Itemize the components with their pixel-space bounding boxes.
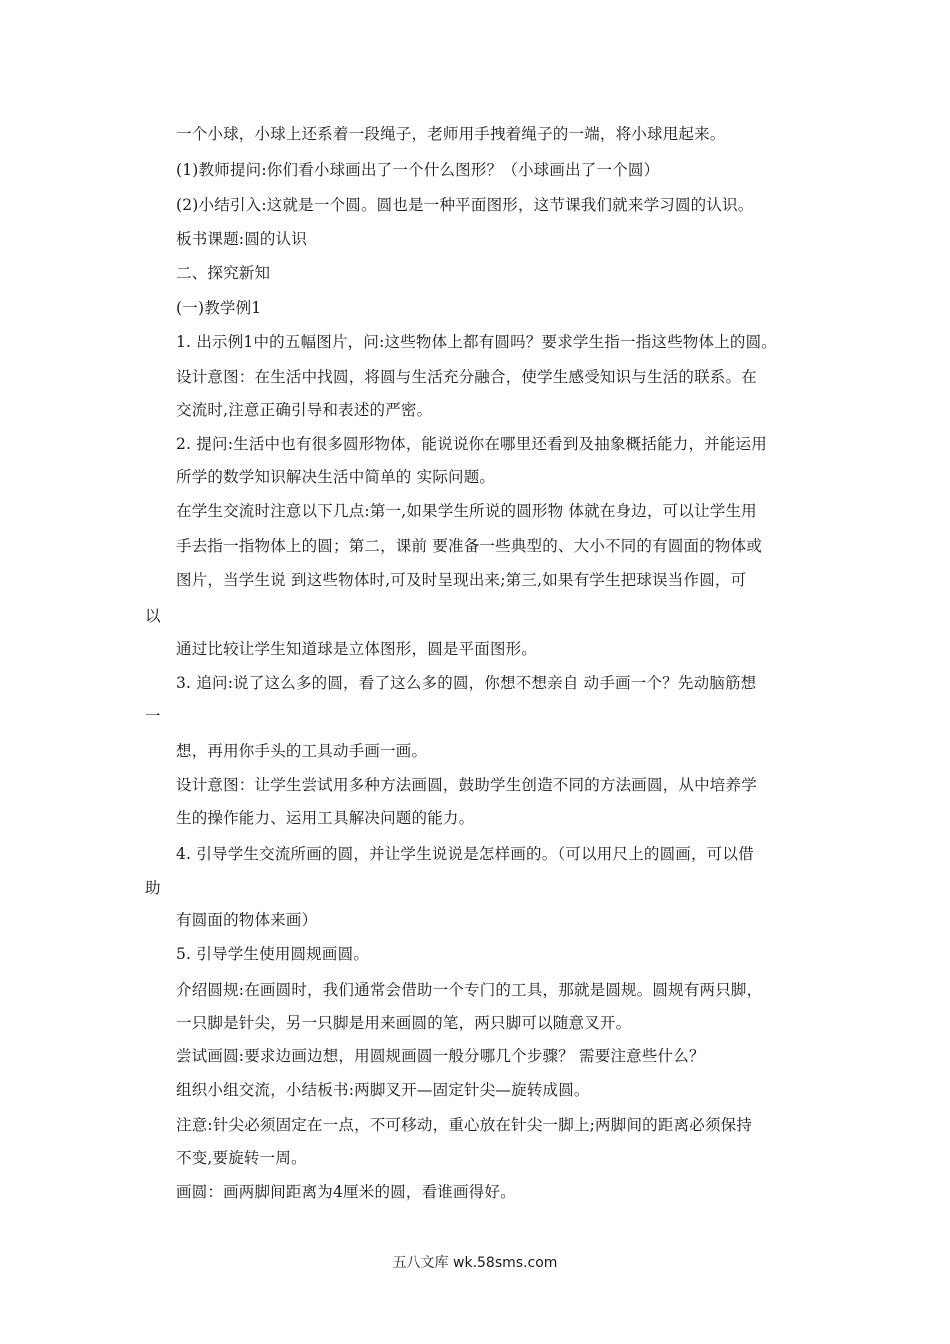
footer-watermark: 五八文库 wk.58sms.com xyxy=(392,1255,558,1271)
paragraph-line-wrap: 助 xyxy=(145,879,161,897)
paragraph-line: 注意:针尖必须固定在一点，不可移动，重心放在针尖一脚上;两脚间的距离必须保持 xyxy=(176,1116,753,1134)
paragraph-line: 图片，当学生说 到这些物体时,可及时呈现出来;第三,如果有学生把球误当作圆，可 xyxy=(176,571,747,589)
paragraph-line: 组织小组交流，小结板书:两脚叉开—固定针尖—旋转成圆。 xyxy=(176,1081,590,1099)
paragraph-line: 设计意图：在生活中找圆，将圆与生活充分融合，使学生感受知识与生活的联系。在 xyxy=(176,368,757,386)
paragraph-line: 1. 出示例1中的五幅图片，问:这些物体上都有圆吗？要求学生指一指这些物体上的圆。 xyxy=(176,333,778,351)
paragraph-line: 通过比较让学生知道球是立体图形，圆是平面图形。 xyxy=(176,640,538,658)
paragraph-line: 想，再用你手头的工具动手画一画。 xyxy=(176,742,428,760)
paragraph-line: 设计意图：让学生尝试用多种方法画圆，鼓助学生创造不同的方法画圆，从中培养学 xyxy=(176,776,757,794)
paragraph-line: 有圆面的物体来画） xyxy=(176,911,318,929)
paragraph-line: 交流时,注意正确引导和表述的严密。 xyxy=(176,401,433,419)
paragraph-line: 板书课题:圆的认识 xyxy=(176,230,308,248)
paragraph-line: 生的操作能力、运用工具解决问题的能力。 xyxy=(176,809,475,827)
section-heading: 二、探究新知 xyxy=(176,264,271,282)
subsection-heading: (一)教学例1 xyxy=(176,299,262,317)
paragraph-line: 介绍圆规:在画圆时，我们通常会借助一个专门的工具，那就是圆规。圆规有两只脚， xyxy=(176,981,763,999)
paragraph-line: 2. 提问:生活中也有很多圆形物体，能说说你在哪里还看到及抽象概括能力，并能运用 xyxy=(176,435,767,453)
paragraph-line: 一个小球，小球上还系着一段绳子，老师用手拽着绳子的一端，将小球甩起来。 xyxy=(176,125,726,143)
paragraph-line: 4. 引导学生交流所画的圆，并让学生说说是怎样画的。（可以用尺上的圆画，可以借 xyxy=(176,845,754,863)
paragraph-line: (2)小结引入:这就是一个圆。圆也是一种平面图形，这节课我们就来学习圆的认识。 xyxy=(176,196,754,214)
paragraph-line: 画圆：画两脚间距离为4厘米的圆，看谁画得好。 xyxy=(176,1183,516,1201)
paragraph-line: 在学生交流时注意以下几点:第一,如果学生所说的圆形物 体就在身边，可以让学生用 xyxy=(176,502,757,520)
paragraph-line: 所学的数学知识解决生活中简单的 实际问题。 xyxy=(176,468,496,486)
paragraph-line-wrap: 一 xyxy=(145,707,161,725)
paragraph-line: 手去指一指物体上的圆；第二，课前 要准备一些典型的、大小不同的有圆面的物体或 xyxy=(176,537,763,555)
paragraph-line: 一只脚是针尖，另一只脚是用来画圆的笔，两只脚可以随意叉开。 xyxy=(176,1014,632,1032)
paragraph-line: 3. 追问:说了这么多的圆，看了这么多的圆，你想不想亲自 动手画一个？先动脑筋想 xyxy=(176,674,757,692)
paragraph-line: 不变,要旋转一周。 xyxy=(176,1149,307,1167)
paragraph-line: (1)教师提问:你们看小球画出了一个什么图形？（小球画出了一个圆） xyxy=(176,161,660,179)
paragraph-line: 5. 引导学生使用圆规画圆。 xyxy=(176,945,370,963)
paragraph-line-wrap: 以 xyxy=(145,607,161,625)
paragraph-line: 尝试画圆:要求边画边想，用圆规画圆一般分哪几个步骤？ 需要注意些什么？ xyxy=(176,1047,705,1065)
